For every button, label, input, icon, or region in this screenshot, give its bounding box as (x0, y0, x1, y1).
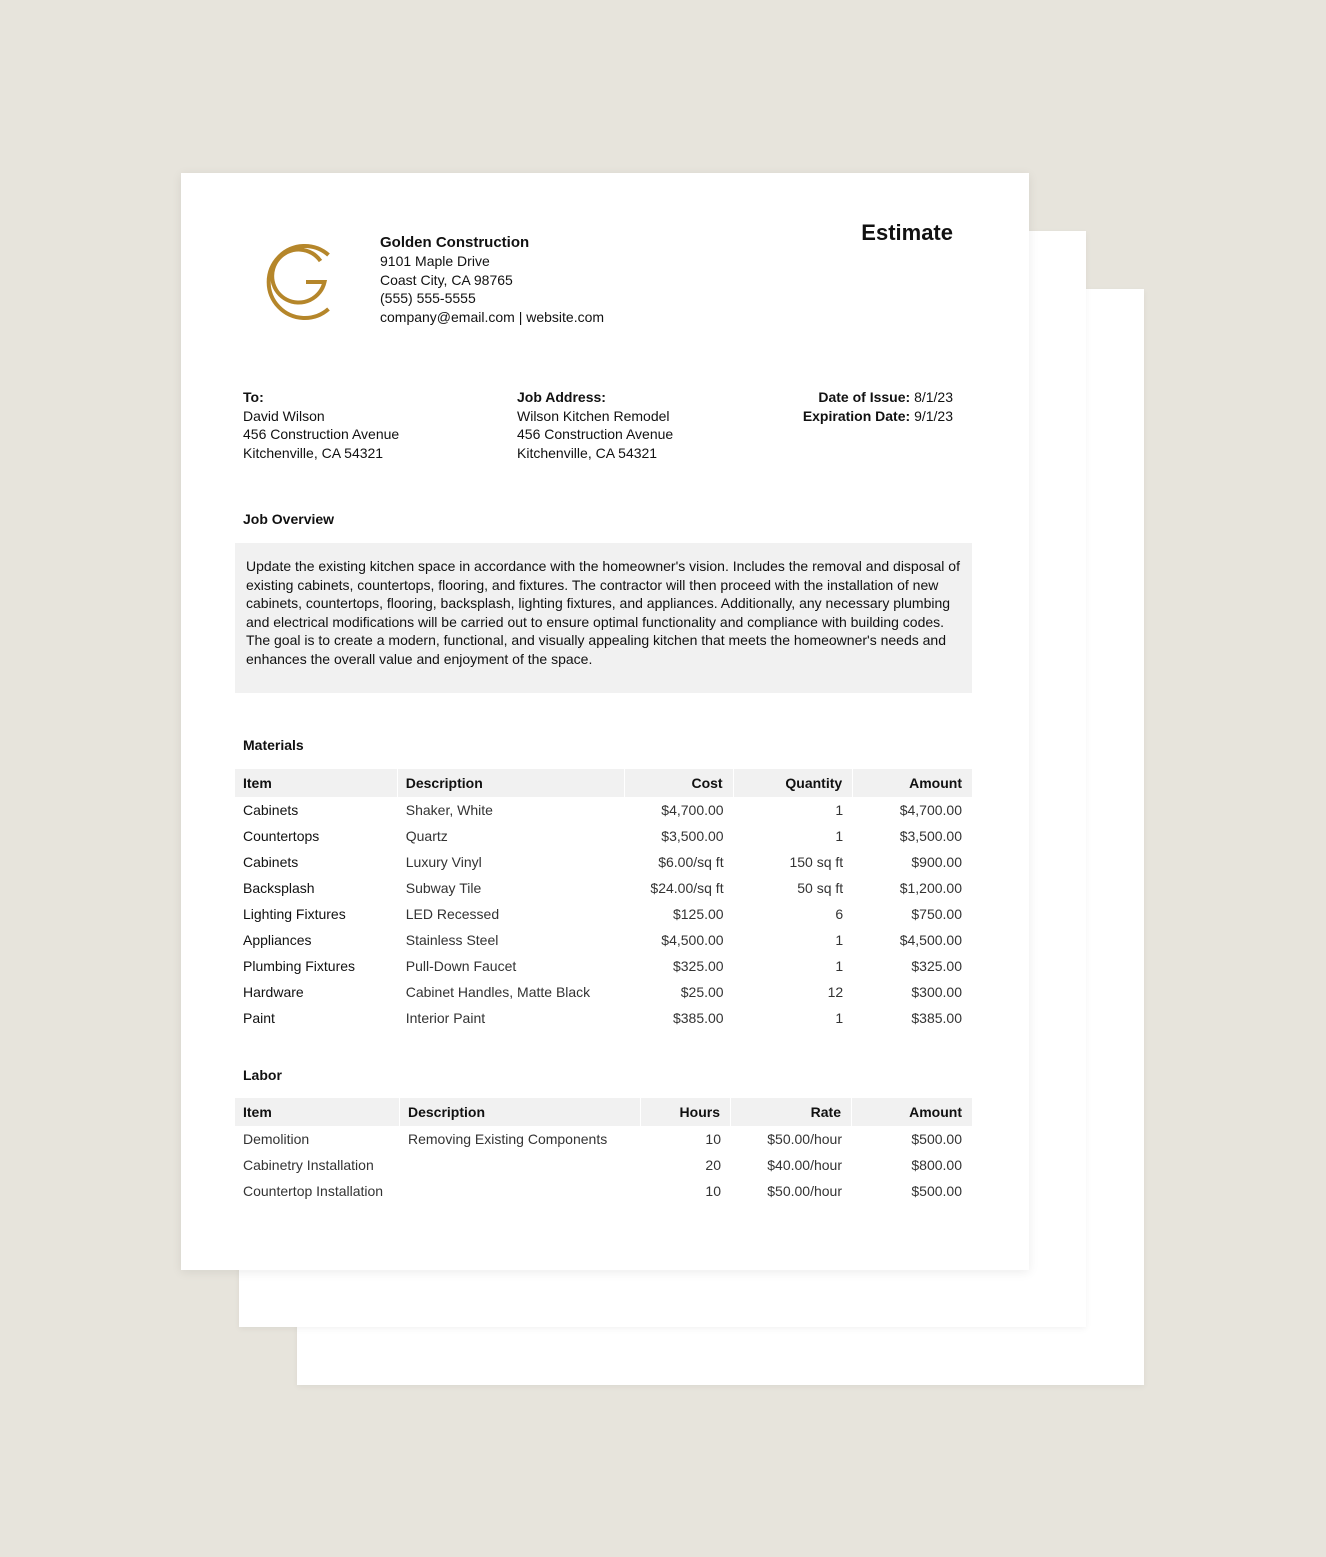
materials-cell-item: Lighting Fixtures (243, 906, 346, 922)
labor-cell-description (400, 1152, 641, 1178)
materials-body (235, 797, 972, 1031)
recipient-street: 456 Construction Avenue (243, 426, 400, 442)
materials-cell-cost: $385.00 (672, 1010, 724, 1026)
materials-cell-description: LED Recessed (405, 906, 500, 922)
materials-row (235, 953, 972, 979)
materials-row (235, 1005, 972, 1031)
recipient-label: To: (243, 389, 264, 405)
materials-row (235, 797, 972, 823)
dates-block (803, 388, 953, 425)
materials-cell-description: Pull-Down Faucet (405, 958, 517, 974)
recipient-name: David Wilson (243, 407, 325, 424)
labor-col-rate: Rate (731, 1098, 852, 1126)
expiration-date-value: 9/1/23 (914, 407, 953, 424)
materials-row (235, 823, 972, 849)
materials-cell-quantity: 1 (835, 932, 844, 948)
materials-cell-description: Luxury Vinyl (405, 854, 482, 870)
materials-cell-quantity: 150 sq ft (789, 854, 844, 870)
labor-col-amount: Amount (852, 1098, 972, 1126)
materials-cell-description: Cabinet Handles, Matte Black (405, 984, 591, 1000)
labor-cell-hours: 10 (705, 1183, 721, 1199)
materials-cell-amount: $3,500.00 (899, 828, 962, 844)
labor-col-item: Item (235, 1098, 400, 1126)
materials-cell-description: Interior Paint (405, 1010, 486, 1026)
materials-col-quantity: Quantity (734, 769, 854, 797)
labor-row (235, 1152, 972, 1178)
materials-row (235, 849, 972, 875)
materials-cell-item: Cabinets (243, 802, 299, 818)
materials-cell-amount: $325.00 (911, 958, 962, 974)
labor-col-description: Description (400, 1098, 641, 1126)
materials-cell-cost: $3,500.00 (661, 828, 724, 844)
labor-cell-amount: $500.00 (911, 1183, 962, 1199)
materials-row (235, 979, 972, 1005)
materials-cell-cost: $6.00/sq ft (658, 854, 724, 870)
company-logo-icon (261, 239, 333, 325)
materials-cell-quantity: 50 sq ft (797, 880, 844, 896)
materials-cell-cost: $325.00 (672, 958, 724, 974)
materials-cell-item: Cabinets (243, 854, 299, 870)
expiration-date-line (803, 407, 953, 426)
materials-cell-quantity: 1 (835, 828, 844, 844)
materials-cell-amount: $4,700.00 (899, 802, 962, 818)
job-name: Wilson Kitchen Remodel (517, 407, 670, 424)
materials-heading: Materials (243, 737, 304, 753)
labor-cell-amount: $500.00 (911, 1131, 962, 1147)
estimate-page (181, 173, 1029, 1270)
labor-cell-amount: $800.00 (911, 1157, 962, 1173)
labor-row (235, 1178, 972, 1204)
materials-row (235, 927, 972, 953)
labor-cell-item: Demolition (243, 1131, 310, 1147)
company-contact: company@email.com | website.com (380, 309, 605, 326)
labor-cell-hours: 10 (705, 1131, 721, 1147)
materials-cell-cost: $4,700.00 (661, 802, 724, 818)
labor-cell-description: Removing Existing Components (408, 1131, 608, 1147)
job-overview-text: Update the existing kitchen space in accordance with the homeowner's vision. Includes the removal and disposal of existing cabinets, countertops, flooring, and fixtures. The contractor will then proceed with the installation of new cabinets, countertops, flooring, backsplash, lighting fixtures, and appliances. Additionally, any necessary plumbing and electrical modifications will be carried out to ensure optimal functionality and compliance with building codes. The goal is to create a modern, functional, and visually appealing kitchen that meets the homeowner's needs and enhances the overall value and enjoyment of the space. (235, 543, 972, 693)
materials-cell-cost: $125.00 (672, 906, 724, 922)
labor-cell-rate: $50.00/hour (767, 1131, 842, 1147)
labor-col-hours: Hours (641, 1098, 731, 1126)
company-phone: (555) 555-5555 (380, 290, 476, 307)
materials-cell-quantity: 1 (835, 802, 844, 818)
materials-cell-amount: $300.00 (911, 984, 962, 1000)
job-address-block (517, 388, 673, 462)
materials-cell-amount: $385.00 (911, 1010, 962, 1026)
labor-heading: Labor (243, 1067, 282, 1083)
materials-cell-quantity: 1 (835, 1010, 844, 1026)
company-address-line1: 9101 Maple Drive (380, 253, 490, 269)
company-name: Golden Construction (380, 234, 530, 251)
labor-cell-item: Cabinetry Installation (243, 1157, 374, 1173)
materials-cell-description: Subway Tile (405, 880, 482, 896)
issue-date-value: 8/1/23 (914, 389, 953, 405)
labor-cell-rate: $50.00/hour (767, 1183, 842, 1199)
materials-cell-item: Hardware (243, 984, 304, 1000)
materials-cell-quantity: 12 (827, 984, 844, 1000)
materials-cell-cost: $4,500.00 (661, 932, 724, 948)
materials-col-item: Item (235, 769, 398, 797)
materials-cell-item: Backsplash (243, 880, 315, 896)
materials-cell-item: Countertops (243, 828, 320, 844)
materials-cell-quantity: 1 (835, 958, 844, 974)
recipient-city: Kitchenville, CA 54321 (243, 444, 384, 461)
labor-body (235, 1126, 972, 1204)
materials-cell-amount: $4,500.00 (899, 932, 962, 948)
materials-cell-quantity: 6 (835, 906, 844, 922)
job-city: Kitchenville, CA 54321 (517, 444, 658, 461)
labor-header-row (235, 1098, 972, 1126)
job-street: 456 Construction Avenue (517, 426, 674, 442)
labor-cell-item: Countertop Installation (243, 1183, 384, 1199)
labor-cell-description (400, 1178, 641, 1204)
materials-cell-amount: $900.00 (911, 854, 962, 870)
materials-col-description: Description (398, 769, 625, 797)
issue-date-line (803, 388, 953, 407)
materials-cell-description: Stainless Steel (405, 932, 499, 948)
job-overview-heading: Job Overview (243, 511, 335, 527)
materials-cell-amount: $750.00 (911, 906, 962, 922)
materials-cell-amount: $1,200.00 (899, 880, 962, 896)
materials-row (235, 875, 972, 901)
materials-row (235, 901, 972, 927)
job-address-label: Job Address: (517, 389, 606, 405)
company-address-line2: Coast City, CA 98765 (380, 271, 513, 288)
materials-table (235, 769, 972, 1031)
materials-cell-cost: $24.00/sq ft (650, 880, 724, 896)
document-title: Estimate (861, 220, 953, 245)
recipient-block (243, 388, 399, 462)
materials-cell-item: Plumbing Fixtures (243, 958, 356, 974)
materials-header-row (235, 769, 972, 797)
company-info (380, 233, 604, 327)
materials-cell-item: Paint (243, 1010, 275, 1026)
materials-col-cost: Cost (625, 769, 734, 797)
materials-col-amount: Amount (853, 769, 972, 797)
materials-cell-cost: $25.00 (680, 984, 724, 1000)
materials-cell-description: Shaker, White (405, 802, 493, 818)
labor-row (235, 1126, 972, 1152)
issue-date-label: Date of Issue: (818, 389, 911, 405)
labor-table (235, 1098, 972, 1204)
expiration-date-label: Expiration Date: (802, 407, 911, 424)
materials-cell-item: Appliances (243, 932, 312, 948)
labor-cell-rate: $40.00/hour (767, 1157, 842, 1173)
materials-cell-description: Quartz (405, 828, 448, 844)
labor-cell-hours: 20 (705, 1157, 721, 1173)
